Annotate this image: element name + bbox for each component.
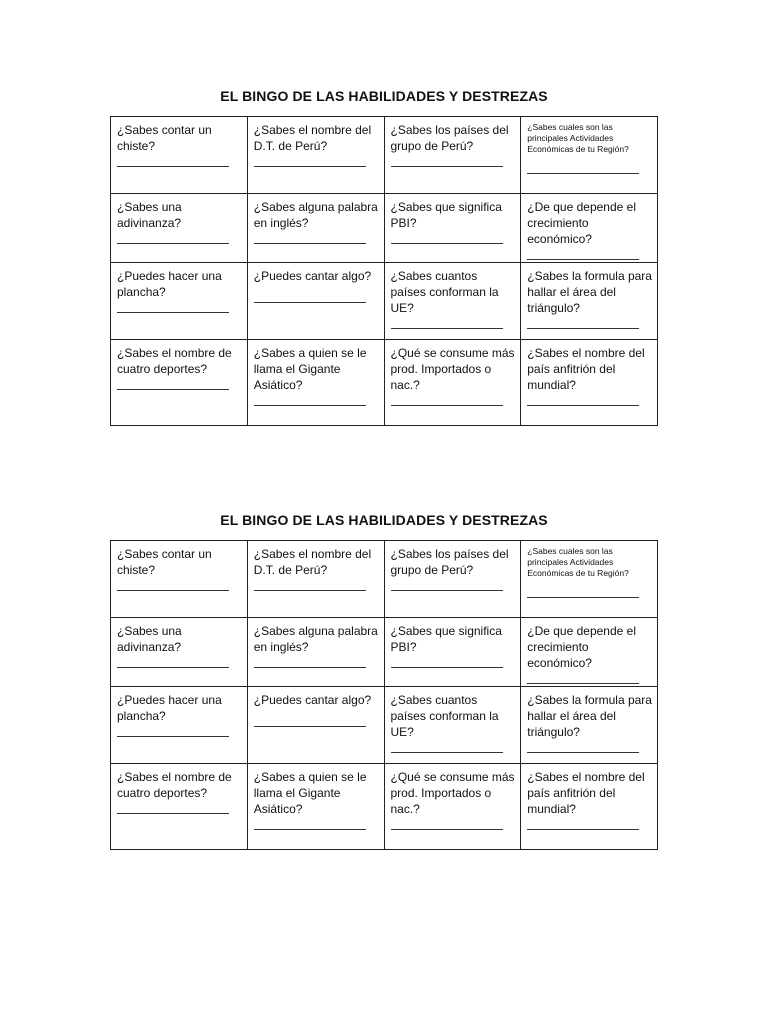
answer-line <box>254 290 366 303</box>
bingo-cell <box>384 194 521 263</box>
bingo-cell <box>111 618 248 687</box>
bingo-grid <box>110 540 658 850</box>
cell-question: ¿Sabes cuantos países conforman la UE? <box>390 269 499 315</box>
bingo-cell <box>111 687 248 764</box>
bingo-cell <box>111 764 248 850</box>
bingo-cell <box>111 340 248 426</box>
cell-question: ¿Sabes el nombre del D.T. de Perú? <box>253 547 372 577</box>
cell-question: ¿Sabes el nombre del país anfitrión del mundial? <box>527 770 645 816</box>
cell-question: ¿Sabes que significa PBI? <box>390 200 502 230</box>
cell-question: ¿Sabes la formula para hallar el área del triángulo? <box>527 693 652 739</box>
answer-line <box>527 393 639 406</box>
answer-line <box>391 655 503 668</box>
answer-line <box>391 393 503 406</box>
grid-row <box>111 340 658 426</box>
cell-question: ¿Puedes hacer una plancha? <box>117 693 222 723</box>
bingo-cell <box>384 618 521 687</box>
cell-question: ¿Qué se consume más prod. Importados o nac.? <box>390 770 515 816</box>
bingo-cell <box>521 618 658 687</box>
cell-question: ¿Sabes el nombre del D.T. de Perú? <box>253 123 372 153</box>
grid-row <box>111 194 658 263</box>
answer-line <box>527 161 639 174</box>
bingo-cell <box>247 687 384 764</box>
bingo-cell <box>521 117 658 194</box>
answer-line <box>391 231 503 244</box>
bingo-title: EL BINGO DE LAS HABILIDADES Y DESTREZAS <box>220 512 548 528</box>
answer-line <box>527 585 639 598</box>
grid-row <box>111 263 658 340</box>
answer-line <box>527 316 639 329</box>
cell-question: ¿Sabes una adivinanza? <box>117 200 182 230</box>
answer-line <box>391 578 503 591</box>
answer-line <box>391 316 503 329</box>
grid-row <box>111 687 658 764</box>
bingo-card-2 <box>110 510 658 850</box>
cell-question: ¿Puedes cantar algo? <box>253 269 372 283</box>
cell-question: ¿Sabes el nombre de cuatro deportes? <box>117 346 232 376</box>
cell-question: ¿Sabes contar un chiste? <box>117 547 212 577</box>
answer-line <box>117 801 229 814</box>
bingo-cell <box>247 194 384 263</box>
bingo-title: EL BINGO DE LAS HABILIDADES Y DESTREZAS <box>220 88 548 104</box>
bingo-cell <box>384 340 521 426</box>
answer-line <box>527 671 639 684</box>
answer-line <box>254 154 366 167</box>
bingo-cell <box>521 764 658 850</box>
answer-line <box>391 154 503 167</box>
bingo-cell <box>521 263 658 340</box>
cell-question: ¿Sabes el nombre del país anfitrión del mundial? <box>527 346 645 392</box>
answer-line <box>117 377 229 390</box>
bingo-cell <box>384 263 521 340</box>
grid-row <box>111 117 658 194</box>
answer-line <box>117 231 229 244</box>
cell-question: ¿Sabes que significa PBI? <box>390 624 502 654</box>
bingo-card-1 <box>110 86 658 426</box>
cell-question: ¿Sabes a quien se le llama el Gigante Asiático? <box>253 770 367 816</box>
cell-question: ¿De que depende el crecimiento económico? <box>527 200 636 246</box>
cell-question: ¿Puedes cantar algo? <box>253 693 372 707</box>
cell-question: ¿Sabes contar un chiste? <box>117 123 212 153</box>
bingo-cell <box>521 687 658 764</box>
answer-line <box>391 740 503 753</box>
bingo-cell <box>247 541 384 618</box>
answer-line <box>254 655 366 668</box>
grid-row <box>111 618 658 687</box>
bingo-cell <box>111 117 248 194</box>
answer-line <box>117 724 229 737</box>
answer-line <box>527 740 639 753</box>
answer-line <box>117 655 229 668</box>
cell-question: ¿Sabes alguna palabra en inglés? <box>253 624 378 654</box>
bingo-cell <box>247 117 384 194</box>
bingo-cell <box>111 194 248 263</box>
cell-question: ¿Sabes la formula para hallar el área del triángulo? <box>527 269 652 315</box>
bingo-cell <box>384 687 521 764</box>
bingo-cell <box>521 194 658 263</box>
grid-row <box>111 764 658 850</box>
cell-question: ¿Puedes hacer una plancha? <box>117 269 222 299</box>
answer-line <box>254 578 366 591</box>
answer-line <box>117 154 229 167</box>
answer-line <box>527 817 639 830</box>
bingo-cell <box>111 541 248 618</box>
cell-question: ¿Sabes cuales son las principales Actividades Económicas de tu Región? <box>527 546 629 578</box>
bingo-cell <box>247 618 384 687</box>
cell-question: ¿Sabes los países del grupo de Perú? <box>390 547 509 577</box>
cell-question: ¿Qué se consume más prod. Importados o nac.? <box>390 346 515 392</box>
answer-line <box>254 231 366 244</box>
cell-question: ¿Sabes una adivinanza? <box>117 624 182 654</box>
grid-row <box>111 541 658 618</box>
cell-question: ¿Sabes los países del grupo de Perú? <box>390 123 509 153</box>
bingo-cell <box>247 340 384 426</box>
answer-line <box>254 817 366 830</box>
cell-question: ¿Sabes a quien se le llama el Gigante Asiático? <box>253 346 367 392</box>
bingo-cell <box>384 117 521 194</box>
cell-question: ¿De que depende el crecimiento económico? <box>527 624 636 670</box>
answer-line <box>117 300 229 313</box>
answer-line <box>527 247 639 260</box>
bingo-cell <box>521 340 658 426</box>
bingo-cell <box>384 541 521 618</box>
bingo-cell <box>384 764 521 850</box>
answer-line <box>117 578 229 591</box>
bingo-cell <box>521 541 658 618</box>
answer-line <box>391 817 503 830</box>
cell-question: ¿Sabes el nombre de cuatro deportes? <box>117 770 232 800</box>
cell-question: ¿Sabes cuales son las principales Actividades Económicas de tu Región? <box>527 122 629 154</box>
answer-line <box>254 393 366 406</box>
cell-question: ¿Sabes alguna palabra en inglés? <box>253 200 378 230</box>
answer-line <box>254 714 366 727</box>
bingo-cell <box>111 263 248 340</box>
bingo-grid <box>110 116 658 426</box>
bingo-cell <box>247 263 384 340</box>
bingo-cell <box>247 764 384 850</box>
cell-question: ¿Sabes cuantos países conforman la UE? <box>390 693 499 739</box>
